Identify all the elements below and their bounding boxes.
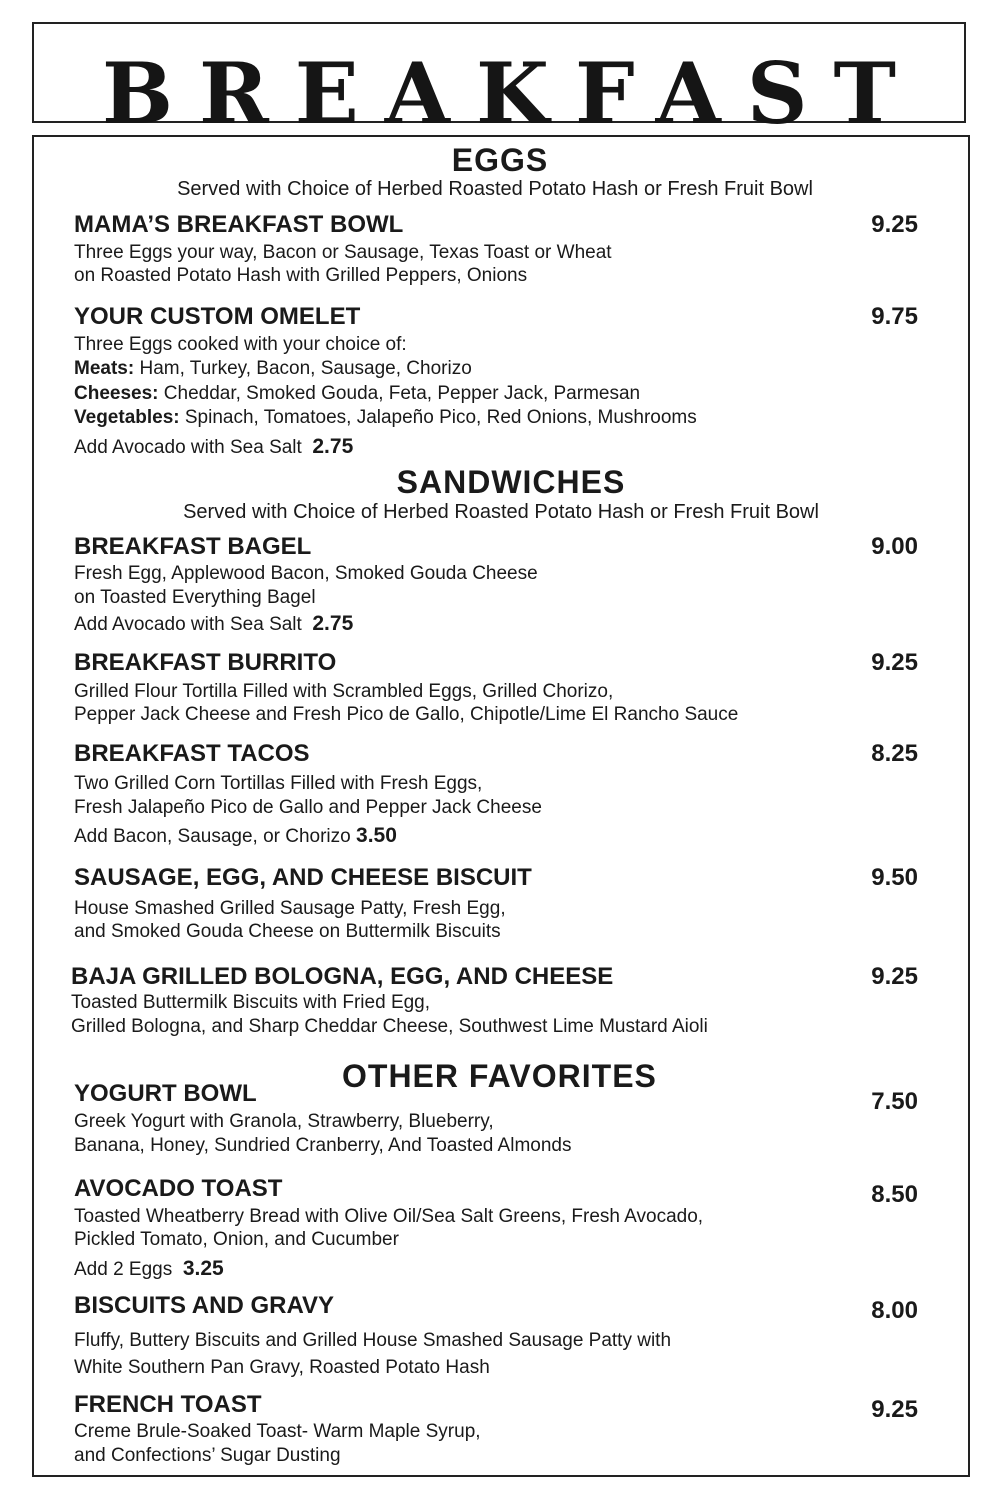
vegetables-options: Spinach, Tomatoes, Jalapeño Pico, Red Onions, Mushrooms bbox=[179, 407, 697, 428]
item-description: Pepper Jack Cheese and Fresh Pico de Gallo, Chipotle/Lime El Rancho Sauce bbox=[74, 704, 739, 725]
item-description: House Smashed Grilled Sausage Patty, Fresh Egg, bbox=[74, 898, 506, 919]
omelet-meats-line bbox=[74, 358, 472, 380]
item-name: BREAKFAST BURRITO bbox=[74, 649, 337, 676]
item-price: 9.25 bbox=[871, 1396, 918, 1423]
item-name: BREAKFAST BAGEL bbox=[74, 533, 312, 560]
section-heading-sandwiches: SANDWICHES bbox=[396, 464, 626, 500]
item-price: 9.25 bbox=[871, 649, 918, 676]
addon-label: Add 2 Eggs bbox=[74, 1259, 173, 1280]
item-name: FRENCH TOAST bbox=[74, 1391, 262, 1418]
addon-label: Add Avocado with Sea Salt bbox=[74, 614, 302, 635]
item-description: Fresh Egg, Applewood Bacon, Smoked Gouda Cheese bbox=[74, 563, 538, 584]
item-name: YOUR CUSTOM OMELET bbox=[74, 303, 361, 330]
item-name: BREAKFAST TACOS bbox=[74, 740, 310, 767]
cheeses-options: Cheddar, Smoked Gouda, Feta, Pepper Jack, Parmesan bbox=[158, 383, 641, 404]
section-heading-eggs: EGGS bbox=[451, 142, 549, 178]
item-description: on Roasted Potato Hash with Grilled Peppers, Onions bbox=[74, 265, 528, 286]
omelet-cheeses-line bbox=[74, 383, 640, 405]
item-description: Pickled Tomato, Onion, and Cucumber bbox=[74, 1229, 399, 1250]
section-heading-favorites: OTHER FAVORITES bbox=[342, 1058, 657, 1094]
menu-title: BREAKFAST bbox=[101, 44, 923, 143]
addon-label: Add Avocado with Sea Salt bbox=[74, 437, 302, 458]
item-name: YOGURT BOWL bbox=[74, 1080, 257, 1107]
item-description: Fluffy, Buttery Biscuits and Grilled House Smashed Sausage Patty with bbox=[74, 1330, 672, 1351]
item-description: on Toasted Everything Bagel bbox=[74, 587, 316, 608]
addon-price: 3.50 bbox=[356, 824, 397, 847]
item-description: Greek Yogurt with Granola, Strawberry, Blueberry, bbox=[74, 1111, 494, 1132]
item-description: Toasted Buttermilk Biscuits with Fried Egg, bbox=[71, 992, 431, 1013]
item-description: Toasted Wheatberry Bread with Olive Oil/Sea Salt Greens, Fresh Avocado, bbox=[74, 1206, 704, 1227]
item-description: Grilled Flour Tortilla Filled with Scrambled Eggs, Grilled Chorizo, bbox=[74, 681, 614, 702]
title-box bbox=[32, 22, 966, 143]
meats-label: Meats: bbox=[74, 358, 135, 379]
section-subheading-sandwiches: Served with Choice of Herbed Roasted Potato Hash or Fresh Fruit Bowl bbox=[183, 501, 819, 523]
vegetables-label: Vegetables: bbox=[74, 407, 180, 428]
item-price: 8.50 bbox=[871, 1181, 918, 1208]
cheeses-label: Cheeses: bbox=[74, 383, 159, 404]
item-price: 9.75 bbox=[871, 303, 918, 330]
item-addon bbox=[74, 824, 397, 848]
item-price: 9.25 bbox=[871, 963, 918, 990]
addon-price: 2.75 bbox=[312, 612, 354, 635]
item-description: and Confections’ Sugar Dusting bbox=[74, 1445, 341, 1466]
addon-price: 3.25 bbox=[182, 1257, 224, 1280]
item-description: Creme Brule-Soaked Toast- Warm Maple Syrup, bbox=[74, 1421, 481, 1442]
addon-label: Add Bacon, Sausage, or Chorizo bbox=[74, 826, 351, 847]
item-description: Two Grilled Corn Tortillas Filled with Fresh Eggs, bbox=[74, 773, 483, 794]
item-price: 9.00 bbox=[871, 533, 918, 560]
item-name: BISCUITS AND GRAVY bbox=[74, 1292, 335, 1319]
item-addon bbox=[74, 1257, 224, 1281]
item-price: 9.50 bbox=[871, 864, 918, 891]
item-description: and Smoked Gouda Cheese on Buttermilk Biscuits bbox=[74, 921, 501, 942]
item-price: 7.50 bbox=[871, 1088, 918, 1115]
item-price: 9.25 bbox=[871, 211, 918, 238]
item-name: BAJA GRILLED BOLOGNA, EGG, AND CHEESE bbox=[71, 963, 614, 990]
omelet-vegetables-line bbox=[74, 407, 697, 429]
meats-options: Ham, Turkey, Bacon, Sausage, Chorizo bbox=[134, 358, 472, 379]
item-name: MAMA’S BREAKFAST BOWL bbox=[74, 211, 404, 238]
item-name: SAUSAGE, EGG, AND CHEESE BISCUIT bbox=[74, 864, 532, 891]
item-price: 8.00 bbox=[871, 1297, 918, 1324]
item-price: 8.25 bbox=[871, 740, 918, 767]
item-name: AVOCADO TOAST bbox=[74, 1175, 283, 1202]
item-description: Grilled Bologna, and Sharp Cheddar Cheese, Southwest Lime Mustard Aioli bbox=[71, 1016, 708, 1037]
item-description: White Southern Pan Gravy, Roasted Potato Hash bbox=[74, 1357, 490, 1378]
addon-price: 2.75 bbox=[312, 435, 354, 458]
item-description: Banana, Honey, Sundried Cranberry, And Toasted Almonds bbox=[74, 1135, 572, 1156]
section-subheading-eggs: Served with Choice of Herbed Roasted Potato Hash or Fresh Fruit Bowl bbox=[177, 178, 813, 200]
item-addon bbox=[74, 435, 353, 459]
item-addon bbox=[74, 612, 353, 636]
item-description: Fresh Jalapeño Pico de Gallo and Pepper Jack Cheese bbox=[74, 797, 542, 818]
item-description: Three Eggs your way, Bacon or Sausage, Texas Toast or Wheat bbox=[74, 242, 612, 263]
item-description: Three Eggs cooked with your choice of: bbox=[74, 334, 407, 355]
